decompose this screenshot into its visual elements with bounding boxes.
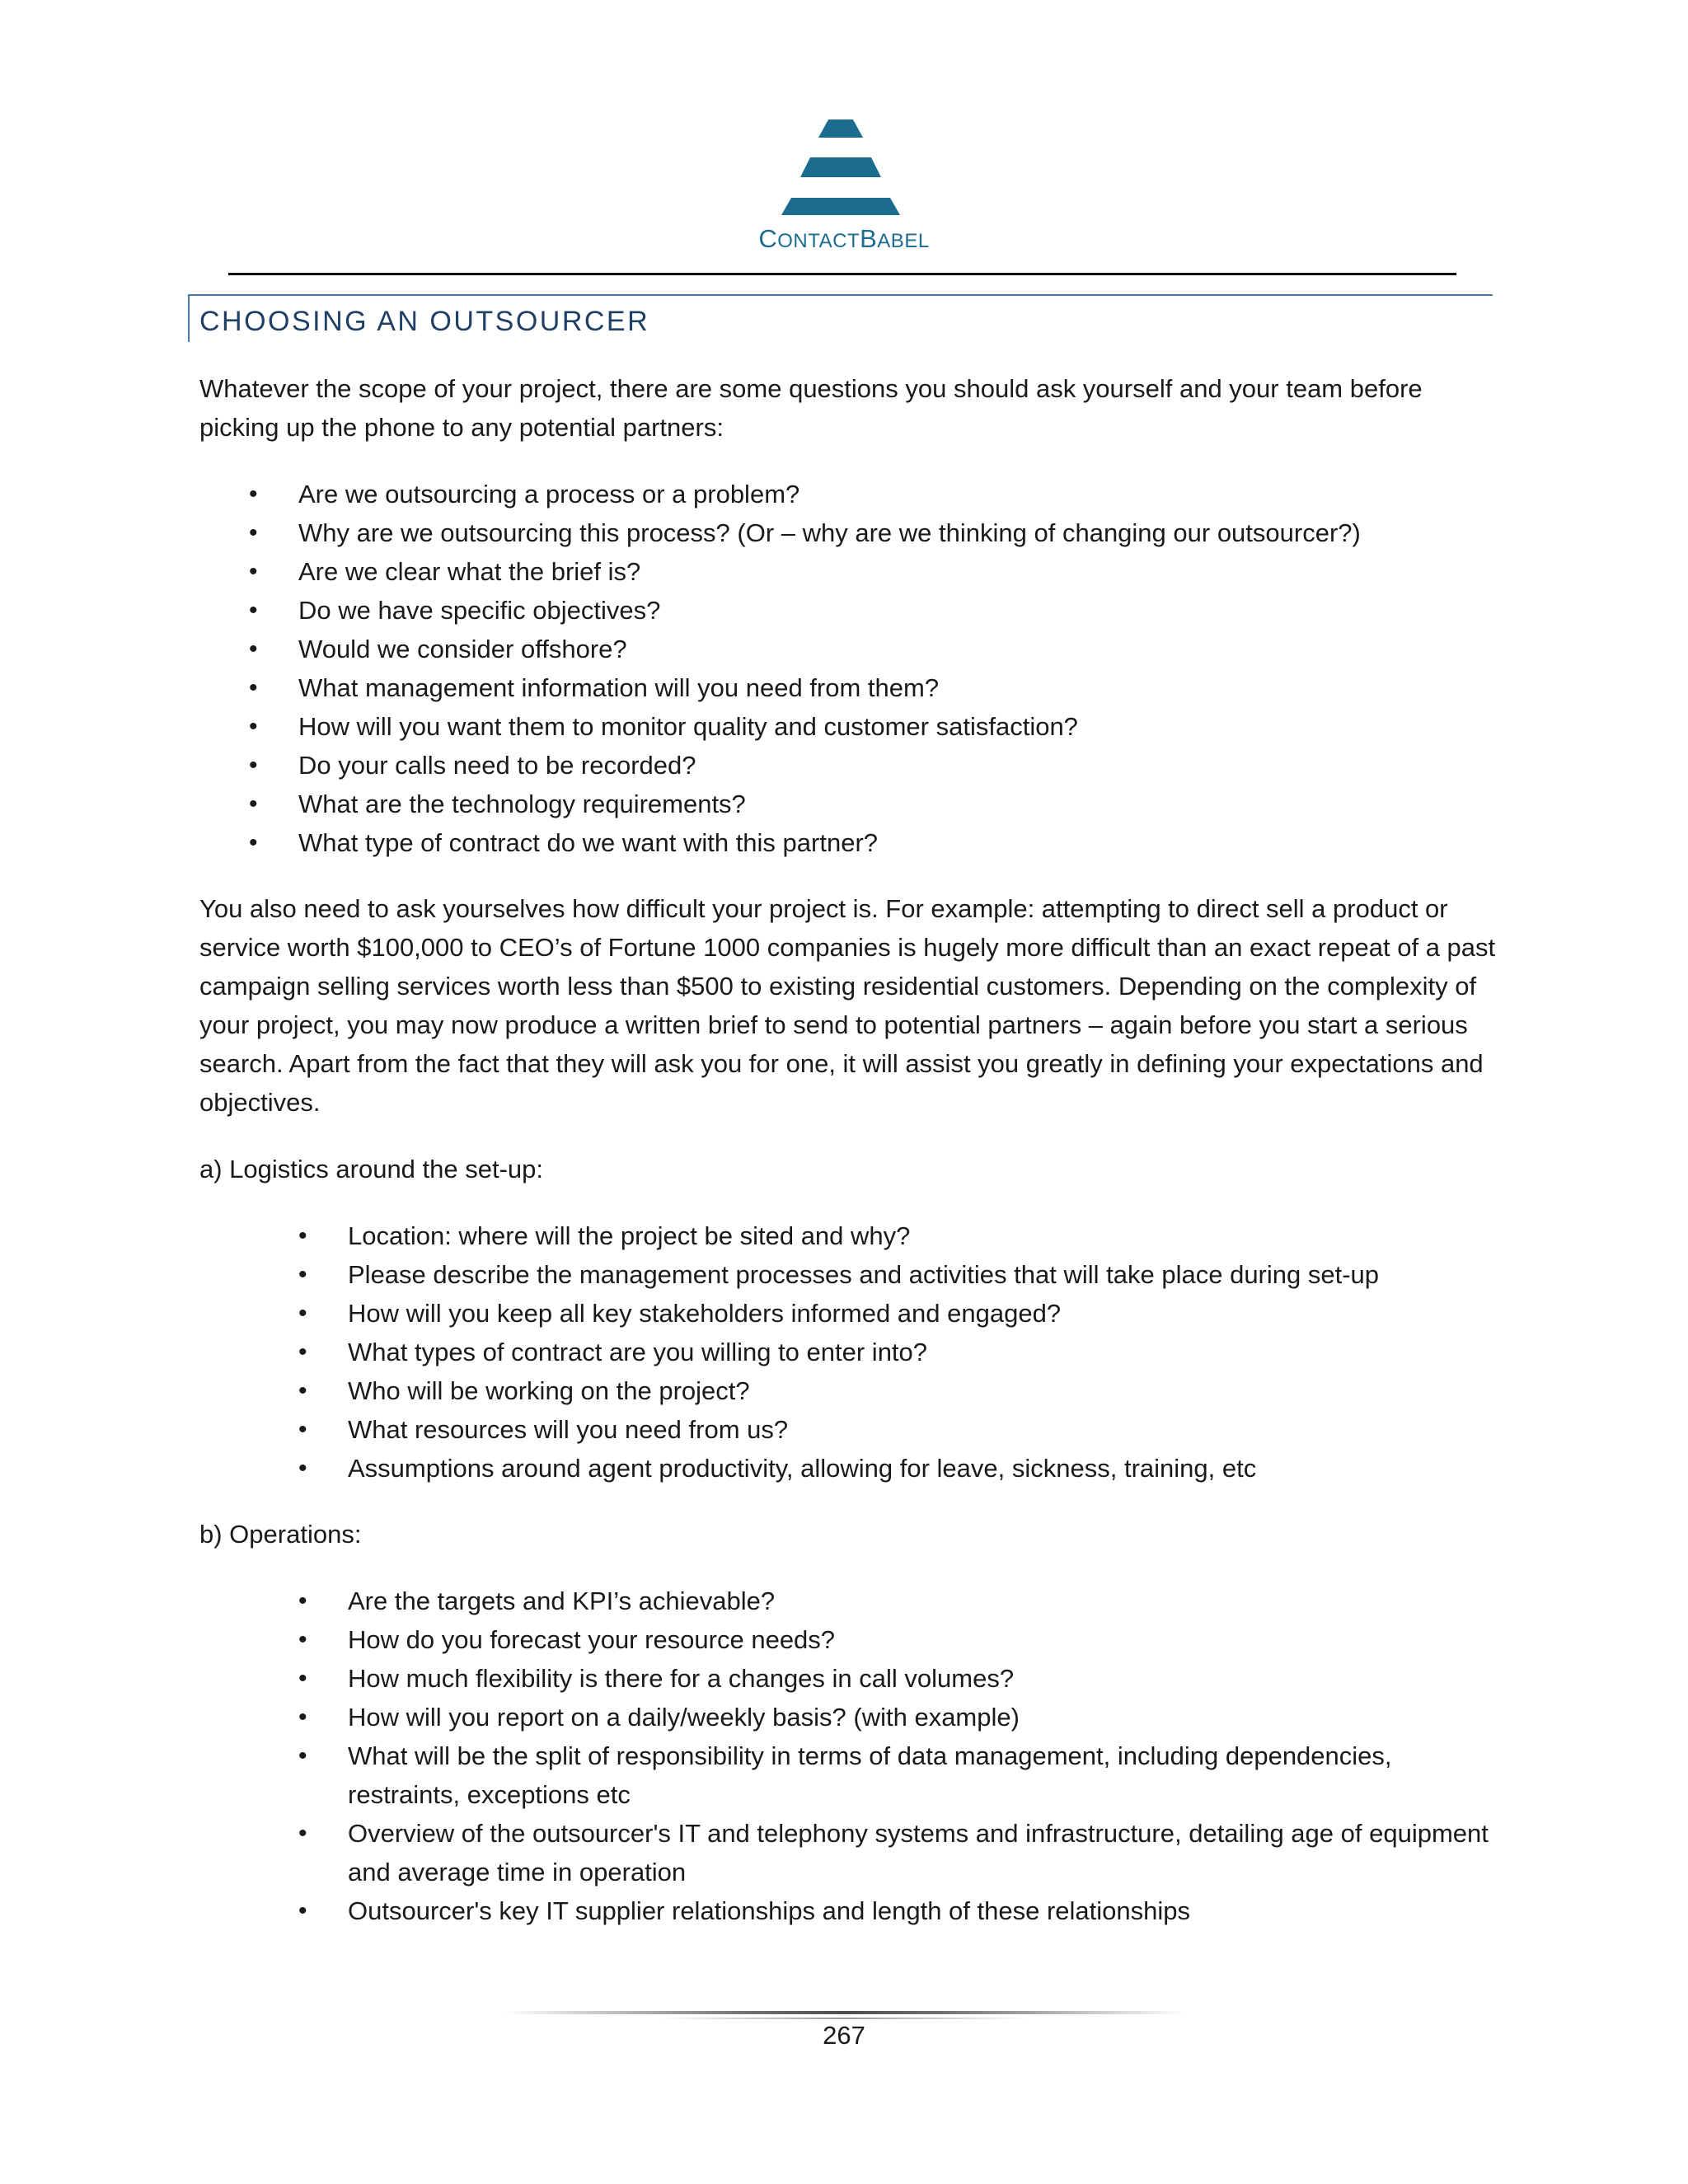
- list-item: [298, 1620, 1502, 1659]
- list-item: [298, 1216, 1502, 1255]
- list-item-text: How will you keep all key stakeholders informed and engaged?: [348, 1299, 1062, 1328]
- bullet-icon: •: [249, 480, 258, 508]
- list-item: [298, 1891, 1502, 1930]
- bullet-icon: •: [298, 1377, 307, 1404]
- logo-letter: B: [860, 224, 878, 253]
- list-item: [249, 591, 1502, 630]
- list-item-text: What resources will you need from us?: [348, 1415, 789, 1444]
- bullet-icon: •: [249, 829, 258, 856]
- list-item-text: Would we consider offshore?: [298, 635, 627, 663]
- page-number: 267: [823, 2021, 865, 2050]
- logo-word-part: ABEL: [877, 230, 930, 252]
- list-item-text: Why are we outsourcing this process? (Or – why are we thinking of changing our outsourcer?): [298, 518, 1361, 547]
- bullet-icon: •: [298, 1587, 307, 1615]
- list-item: [298, 1294, 1502, 1333]
- bullet-icon: •: [249, 635, 258, 663]
- list-item: [298, 1371, 1502, 1410]
- bullet-icon: •: [298, 1261, 307, 1288]
- list-item: [298, 1410, 1502, 1449]
- list-item-text: What management information will you need from them?: [298, 673, 940, 702]
- list-item: [298, 1659, 1502, 1698]
- list-item-text: How do you forecast your resource needs?: [348, 1625, 836, 1654]
- list-item-text: What types of contract are you willing to enter into?: [348, 1338, 928, 1366]
- list-item: [298, 1333, 1502, 1371]
- list-item-text: Do we have specific objectives?: [298, 596, 661, 625]
- bullet-icon: •: [249, 558, 258, 585]
- list-item: [249, 707, 1502, 746]
- list-item: [249, 746, 1502, 785]
- list-item: [249, 823, 1502, 862]
- logo-letter: C: [758, 224, 778, 253]
- bullet-icon: •: [298, 1704, 307, 1731]
- list-item-text: What will be the split of responsibility in terms of data management, including dependencies, restraints, exceptions etc: [348, 1741, 1392, 1809]
- list-item-text: Who will be working on the project?: [348, 1376, 750, 1405]
- list-item: [298, 1582, 1502, 1620]
- bullet-icon: •: [249, 674, 258, 701]
- list-item-text: Please describe the management processes and activities that will take place during set-up: [348, 1260, 1380, 1289]
- list-item: [298, 1698, 1502, 1736]
- bullet-icon: •: [298, 1300, 307, 1327]
- document-body: [199, 369, 1502, 1957]
- difficulty-paragraph: You also need to ask yourselves how difficult your project is. For example: attempting to direct sell a product or service worth $100,000 to CEO’s of Fortune 1000 companies is hugely more difficult than an exact repeat of a past campaign selling services worth less than $500 to existing residential customers. Depending on the complexity of your project, you may now produce a written brief to send to potential partners – again before you start a serious search. Apart from the fact that they will ask you for one, it will assist you greatly in defining your expectations and objectives.: [199, 894, 1496, 1117]
- list-item-text: How will you want them to monitor quality and customer satisfaction?: [298, 712, 1078, 741]
- list-item: [249, 785, 1502, 823]
- logo-pyramid-top: [818, 120, 863, 138]
- logo-word-part: ONTACT: [777, 230, 860, 252]
- bullet-icon: •: [298, 1626, 307, 1653]
- bullet-icon: •: [249, 519, 258, 546]
- list-item: [249, 630, 1502, 668]
- bullet-icon: •: [249, 597, 258, 624]
- list-item-text: Location: where will the project be sited and why?: [348, 1221, 911, 1250]
- list-item-text: How will you report on a daily/weekly basis? (with example): [348, 1703, 1020, 1732]
- bullet-icon: •: [298, 1897, 307, 1924]
- bullet-icon: •: [298, 1742, 307, 1769]
- logo-pyramid-middle: [800, 157, 881, 177]
- logo-wordmark: [0, 224, 1688, 254]
- bullet-icon: •: [298, 1416, 307, 1443]
- bullet-icon: •: [298, 1338, 307, 1366]
- footer-divider-secondary: [659, 2018, 1030, 2019]
- operations-heading: b) Operations:: [199, 1520, 362, 1549]
- list-item-text: Are we clear what the brief is?: [298, 557, 641, 586]
- list-item-text: What type of contract do we want with this partner?: [298, 828, 879, 857]
- operations-list: [199, 1582, 1502, 1930]
- list-item: [249, 513, 1502, 552]
- list-item: [298, 1255, 1502, 1294]
- header-divider: [228, 273, 1456, 275]
- list-item: [298, 1736, 1502, 1814]
- section-heading-box: [188, 294, 1493, 342]
- list-item-text: What are the technology requirements?: [298, 790, 746, 818]
- bullet-icon: •: [298, 1222, 307, 1249]
- section-heading: CHOOSING AN OUTSOURCER: [199, 306, 650, 337]
- list-item-text: Assumptions around agent productivity, allowing for leave, sickness, training, etc: [348, 1454, 1257, 1483]
- list-item-text: Overview of the outsourcer's IT and telephony systems and infrastructure, detailing age of equipment and average time in operation: [348, 1819, 1489, 1886]
- bullet-icon: •: [298, 1665, 307, 1692]
- list-item-text: Outsourcer's key IT supplier relationships and length of these relationships: [348, 1896, 1191, 1925]
- page-header: [0, 0, 1688, 280]
- logistics-list: [199, 1216, 1502, 1488]
- bullet-icon: •: [249, 713, 258, 740]
- list-item: [298, 1449, 1502, 1488]
- bullet-icon: •: [249, 752, 258, 779]
- list-item-text: Are the targets and KPI’s achievable?: [348, 1586, 776, 1615]
- contactbabel-logo-icon: [742, 115, 940, 223]
- questions-list: [199, 475, 1502, 862]
- bullet-icon: •: [298, 1820, 307, 1847]
- list-item-text: Are we outsourcing a process or a problem?: [298, 480, 800, 509]
- bullet-icon: •: [249, 790, 258, 818]
- list-item-text: How much flexibility is there for a changes in call volumes?: [348, 1664, 1015, 1693]
- list-item: [249, 475, 1502, 513]
- footer-divider: [503, 2011, 1187, 2014]
- list-item: [249, 668, 1502, 707]
- bullet-icon: •: [298, 1455, 307, 1482]
- logo-pyramid-bottom: [781, 198, 900, 215]
- intro-paragraph: Whatever the scope of your project, there are some questions you should ask yourself and your team before picking up the phone to any potential partners:: [199, 374, 1423, 442]
- logistics-heading: a) Logistics around the set-up:: [199, 1155, 544, 1183]
- list-item-text: Do your calls need to be recorded?: [298, 751, 696, 780]
- list-item: [298, 1814, 1502, 1891]
- list-item: [249, 552, 1502, 591]
